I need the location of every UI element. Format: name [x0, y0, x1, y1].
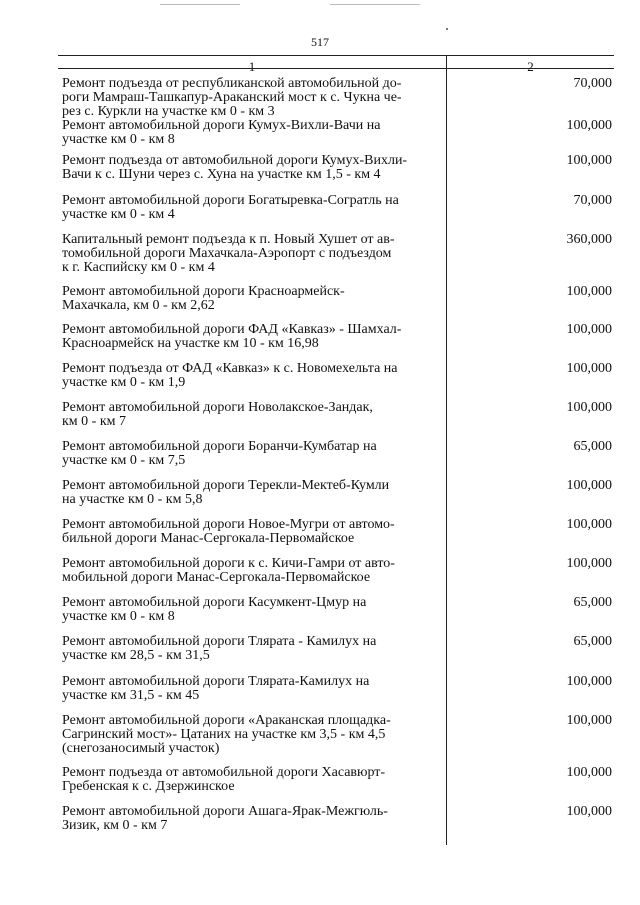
amount: 100,000 — [566, 361, 612, 376]
road-description: Ремонт автомобильной дороги Тлярата-Камилух на участке км 31,5 - км 45 — [62, 674, 370, 703]
road-description: Ремонт автомобильной дороги Красноармейск- Махачкала, км 0 - км 2,62 — [62, 284, 345, 313]
road-description: Ремонт автомобильной дороги ФАД «Кавказ» - Шамхал- Красноармейск на участке км 10 - км 16,98 — [62, 322, 402, 351]
scan-speck — [160, 4, 240, 5]
amount: 100,000 — [566, 284, 612, 299]
column-divider — [446, 69, 447, 845]
amount: 70,000 — [573, 193, 612, 208]
road-description: Ремонт автомобильной дороги Богатыревка-Согратль на участке км 0 - км 4 — [62, 193, 399, 222]
page-number: 517 — [311, 35, 329, 49]
amount: 100,000 — [566, 713, 612, 728]
amount: 100,000 — [566, 153, 612, 168]
column-header-2: 2 — [527, 59, 534, 74]
column-header-1: 1 — [248, 59, 256, 74]
road-description: Ремонт автомобильной дороги Боранчи-Кумбатар на участке км 0 - км 7,5 — [62, 439, 377, 468]
road-description: Ремонт автомобильной дороги Кумух-Вихли-Вачи на участке км 0 - км 8 — [62, 118, 381, 147]
road-description: Капитальный ремонт подъезда к п. Новый Хушет от ав- томобильной дороги Махачкала-Аэропорт с подъездом к г. Каспийску км 0 - км 4 — [62, 232, 395, 275]
road-description: Ремонт автомобильной дороги «Араканская площадка- Сагринский мост»- Цатаних на участке км 3,5 - км 4,5 (снегозаносимый участок) — [62, 713, 391, 756]
amount: 65,000 — [573, 634, 612, 649]
road-description: Ремонт автомобильной дороги Ашага-Ярак-Межгюль- Зизик, км 0 - км 7 — [62, 804, 388, 833]
amount: 65,000 — [573, 595, 612, 610]
scan-speck — [330, 4, 420, 5]
amount: 65,000 — [573, 439, 612, 454]
amount: 100,000 — [566, 556, 612, 571]
road-description: Ремонт подъезда от ФАД «Кавказ» к с. Новомехельта на участке км 0 - км 1,9 — [62, 361, 398, 390]
road-description: Ремонт автомобильной дороги к с. Кичи-Гамри от авто- мобильной дороги Манас-Сергокала-Первомайское — [62, 556, 395, 585]
amount: 100,000 — [566, 118, 612, 133]
scan-speck — [446, 28, 448, 30]
road-description: Ремонт автомобильной дороги Новое-Мугри от автомо- бильной дороги Манас-Сергокала-Первомайское — [62, 517, 395, 546]
amount: 100,000 — [566, 674, 612, 689]
table-top-border — [58, 55, 614, 56]
amount: 100,000 — [566, 322, 612, 337]
amount: 100,000 — [566, 765, 612, 780]
amount: 100,000 — [566, 400, 612, 415]
amount: 360,000 — [566, 232, 612, 247]
road-description: Ремонт подъезда от автомобильной дороги Кумух-Вихли- Вачи к с. Шуни через с. Хуна на участке км 1,5 - км 4 — [62, 153, 408, 182]
road-description: Ремонт автомобильной дороги Терекли-Мектеб-Кумли на участке км 0 - км 5,8 — [62, 478, 390, 507]
amount: 70,000 — [573, 76, 612, 91]
road-description: Ремонт подъезда от автомобильной дороги Хасавюрт- Гребенская к с. Дзержинское — [62, 765, 386, 794]
amount: 100,000 — [566, 517, 612, 532]
road-description: Ремонт автомобильной дороги Новолакское-Зандак, км 0 - км 7 — [62, 400, 373, 429]
amount: 100,000 — [566, 804, 612, 819]
road-description: Ремонт автомобильной дороги Тлярата - Камилух на участке км 28,5 - км 31,5 — [62, 634, 377, 663]
road-description: Ремонт автомобильной дороги Касумкент-Цмур на участке км 0 - км 8 — [62, 595, 367, 624]
amount: 100,000 — [566, 478, 612, 493]
road-description: Ремонт подъезда от республиканской автомобильной до- роги Мамраш-Ташкапур-Араканский мост к с. Чукна че- рез с. Куркли на участке км 0 - км 3 — [62, 76, 402, 119]
